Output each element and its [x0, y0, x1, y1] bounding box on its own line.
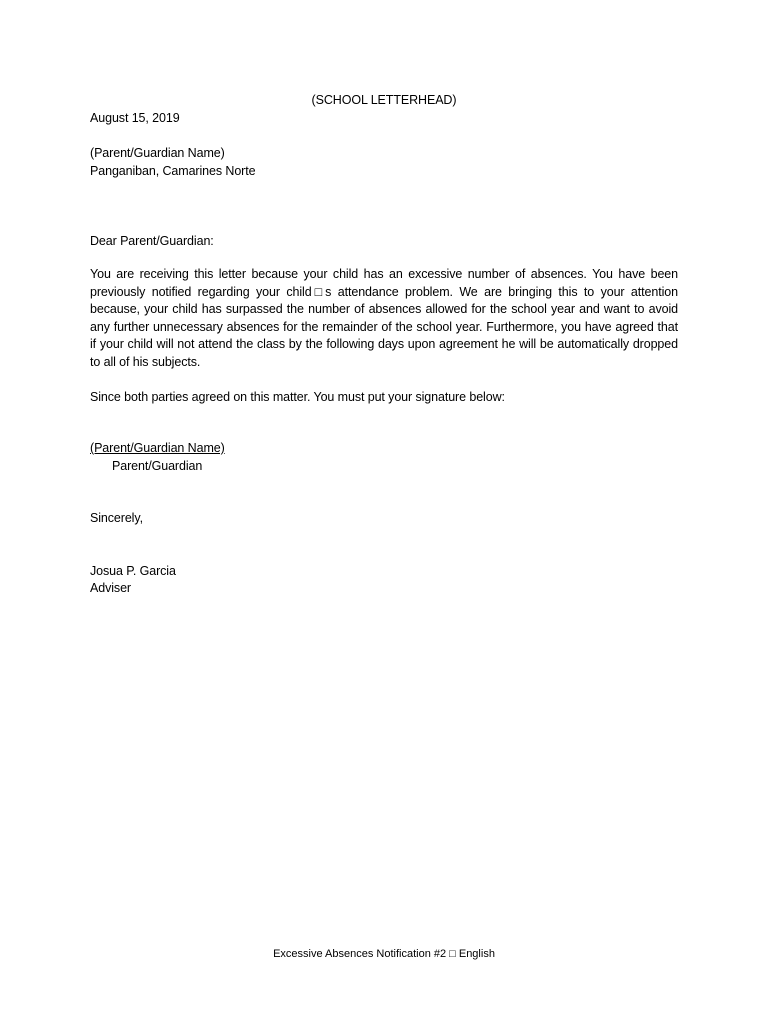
salutation: Dear Parent/Guardian: [90, 234, 214, 248]
letter-body-paragraph: You are receiving this letter because your child has an excessive number of absences. You have been previously notified regarding your child□s attendance problem. We are bringing this to your attention because, your child has surpassed the number of absences allowed for the school year and want to avoid any further unnecessary absences for the remainder of the school year. Furthermore, you have agreed that if your child will not attend the class by the following days upon agreement he will be automatically dropped to all of his subjects. [90, 267, 678, 369]
signature-role: Parent/Guardian [112, 459, 203, 473]
sender-name: Josua P. Garcia [90, 564, 176, 578]
agreement-line: Since both parties agreed on this matter. You must put your signature below: [90, 390, 505, 404]
sender-title: Adviser [90, 581, 131, 595]
letter-date: August 15, 2019 [90, 111, 180, 125]
recipient-name: (Parent/Guardian Name) [90, 146, 225, 160]
letterhead-placeholder: (SCHOOL LETTERHEAD) [311, 93, 457, 107]
recipient-address: Panganiban, Camarines Norte [90, 164, 256, 178]
closing: Sincerely, [90, 511, 143, 525]
page-footer: Excessive Absences Notification #2 □ English [273, 948, 495, 960]
signature-name: (Parent/Guardian Name) [90, 441, 225, 455]
